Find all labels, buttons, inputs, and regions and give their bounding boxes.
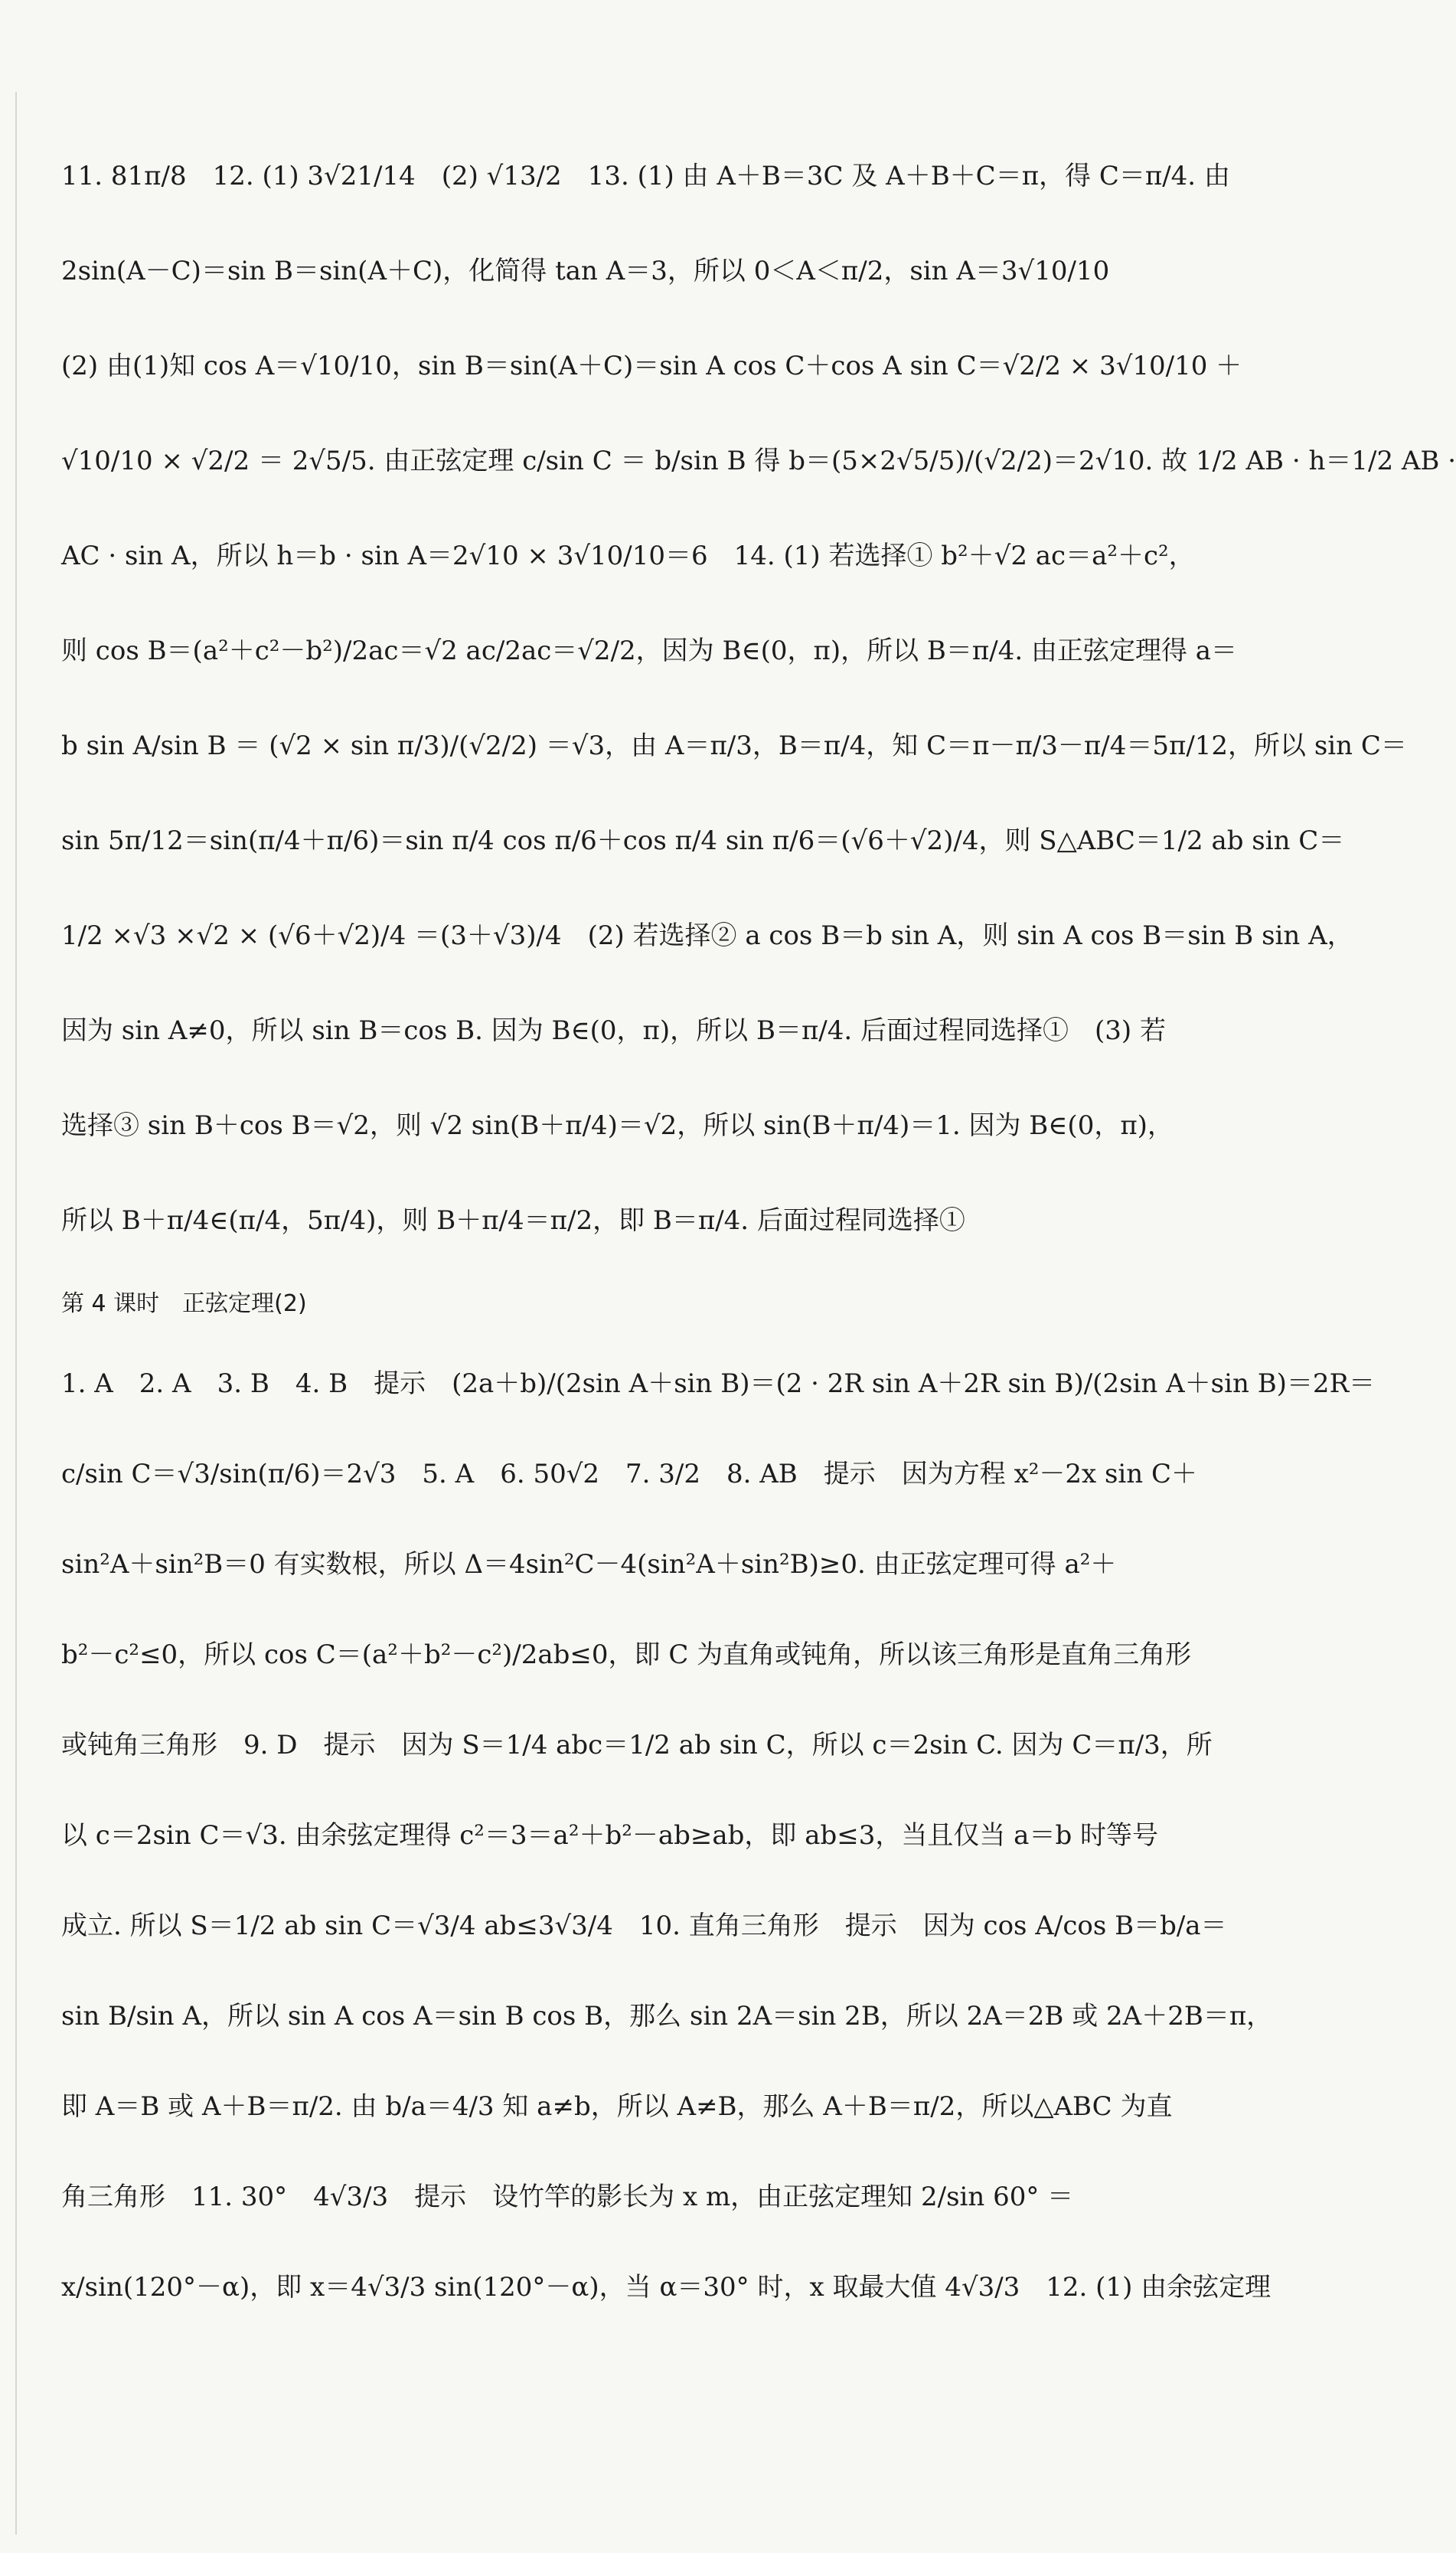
text-line: AC · sin A，所以 h＝b · sin A＝2√10 × 3√10/10＝6 14. (1) 若选择① b²＋√2 ac＝a²＋c²，	[61, 540, 1195, 571]
text-line: 因为 sin A≠0，所以 sin B＝cos B. 因为 B∈(0，π)，所以 B＝π/4. 后面过程同选择① (3) 若	[61, 1015, 1166, 1046]
text-line: b sin A/sin B ＝ (√2 × sin π/3)/(√2/2) ＝√3，由 A＝π/3，B＝π/4，知 C＝π－π/3－π/4＝5π/12，所以 sin C＝	[61, 730, 1407, 761]
page-edge-line	[15, 92, 17, 2535]
text-line: c/sin C＝√3/sin(π/6)＝2√3 5. A 6. 50√2 7. 3/2 8. AB 提示 因为方程 x²－2x sin C＋	[61, 1458, 1198, 1489]
text-line: 1. A 2. A 3. B 4. B 提示 (2a＋b)/(2sin A＋sin B)＝(2 · 2R sin A＋2R sin B)/(2sin A＋sin B)＝2R＝	[61, 1368, 1376, 1399]
text-line: 角三角形 11. 30° 4√3/3 提示 设竹竿的影长为 x m，由正弦定理知 2/sin 60° ＝	[61, 2181, 1074, 2212]
text-line: 1/2 ×√3 ×√2 × (√6＋√2)/4 ＝(3＋√3)/4 (2) 若选择② a cos B＝b sin A，则 sin A cos B＝sin B sin A，	[61, 920, 1353, 951]
text-line: √10/10 × √2/2 ＝ 2√5/5. 由正弦定理 c/sin C ＝ b/sin B 得 b＝(5×2√5/5)/(√2/2)＝2√10. 故 1/2 AB · h＝1/2 AB ·	[61, 445, 1456, 476]
text-line: 11. 81π/8 12. (1) 3√21/14 (2) √13/2 13. (1) 由 A＋B＝3C 及 A＋B＋C＝π，得 C＝π/4. 由	[61, 160, 1230, 191]
text-line: x/sin(120°－α)，即 x＝4√3/3 sin(120°－α)，当 α＝30° 时，x 取最大值 4√3/3 12. (1) 由余弦定理	[61, 2271, 1272, 2303]
text-line: 或钝角三角形 9. D 提示 因为 S＝1/4 abc＝1/2 ab sin C，所以 c＝2sin C. 因为 C＝π/3，所	[61, 1729, 1213, 1760]
text-line: b²－c²≤0，所以 cos C＝(a²＋b²－c²)/2ab≤0，即 C 为直角或钝角，所以该三角形是直角三角形	[61, 1639, 1192, 1670]
text-line: 选择③ sin B＋cos B＝√2，则 √2 sin(B＋π/4)＝√2，所以 sin(B＋π/4)＝1. 因为 B∈(0，π)，	[61, 1110, 1174, 1141]
text-line: sin B/sin A，所以 sin A cos A＝sin B cos B，那么 sin 2A＝sin 2B，所以 2A＝2B 或 2A＋2B＝π，	[61, 2000, 1273, 2032]
text-line: 以 c＝2sin C＝√3. 由余弦定理得 c²＝3＝a²＋b²－ab≥ab，即 ab≤3，当且仅当 a＝b 时等号	[61, 1819, 1159, 1851]
text-line: 即 A＝B 或 A＋B＝π/2. 由 b/a＝4/3 知 a≠b，所以 A≠B，那么 A＋B＝π/2，所以△ABC 为直	[61, 2090, 1173, 2122]
text-line: sin 5π/12＝sin(π/4＋π/6)＝sin π/4 cos π/6＋cos π/4 sin π/6＝(√6＋√2)/4，则 S△ABC＝1/2 ab sin C＝	[61, 825, 1345, 856]
text-line: 2sin(A－C)＝sin B＝sin(A＋C)，化简得 tan A＝3，所以 0＜A＜π/2，sin A＝3√10/10	[61, 255, 1110, 286]
text-line: (2) 由(1)知 cos A＝√10/10，sin B＝sin(A＋C)＝sin A cos C＋cos A sin C＝√2/2 × 3√10/10 ＋	[61, 350, 1242, 381]
text-line: 成立. 所以 S＝1/2 ab sin C＝√3/4 ab≤3√3/4 10. 直角三角形 提示 因为 cos A/cos B＝b/a＝	[61, 1910, 1227, 1941]
text-line: 则 cos B＝(a²＋c²－b²)/2ac＝√2 ac/2ac＝√2/2，因为 B∈(0，π)，所以 B＝π/4. 由正弦定理得 a＝	[61, 635, 1238, 666]
page-content	[61, 129, 1456, 2332]
text-line: sin²A＋sin²B＝0 有实数根，所以 Δ＝4sin²C－4(sin²A＋sin²B)≥0. 由正弦定理可得 a²＋	[61, 1548, 1117, 1580]
text-line: 所以 B＋π/4∈(π/4，5π/4)，则 B＋π/4＝π/2，即 B＝π/4. 后面过程同选择①	[61, 1205, 965, 1236]
lesson-title: 第 4 课时 正弦定理(2)	[61, 1290, 307, 1317]
